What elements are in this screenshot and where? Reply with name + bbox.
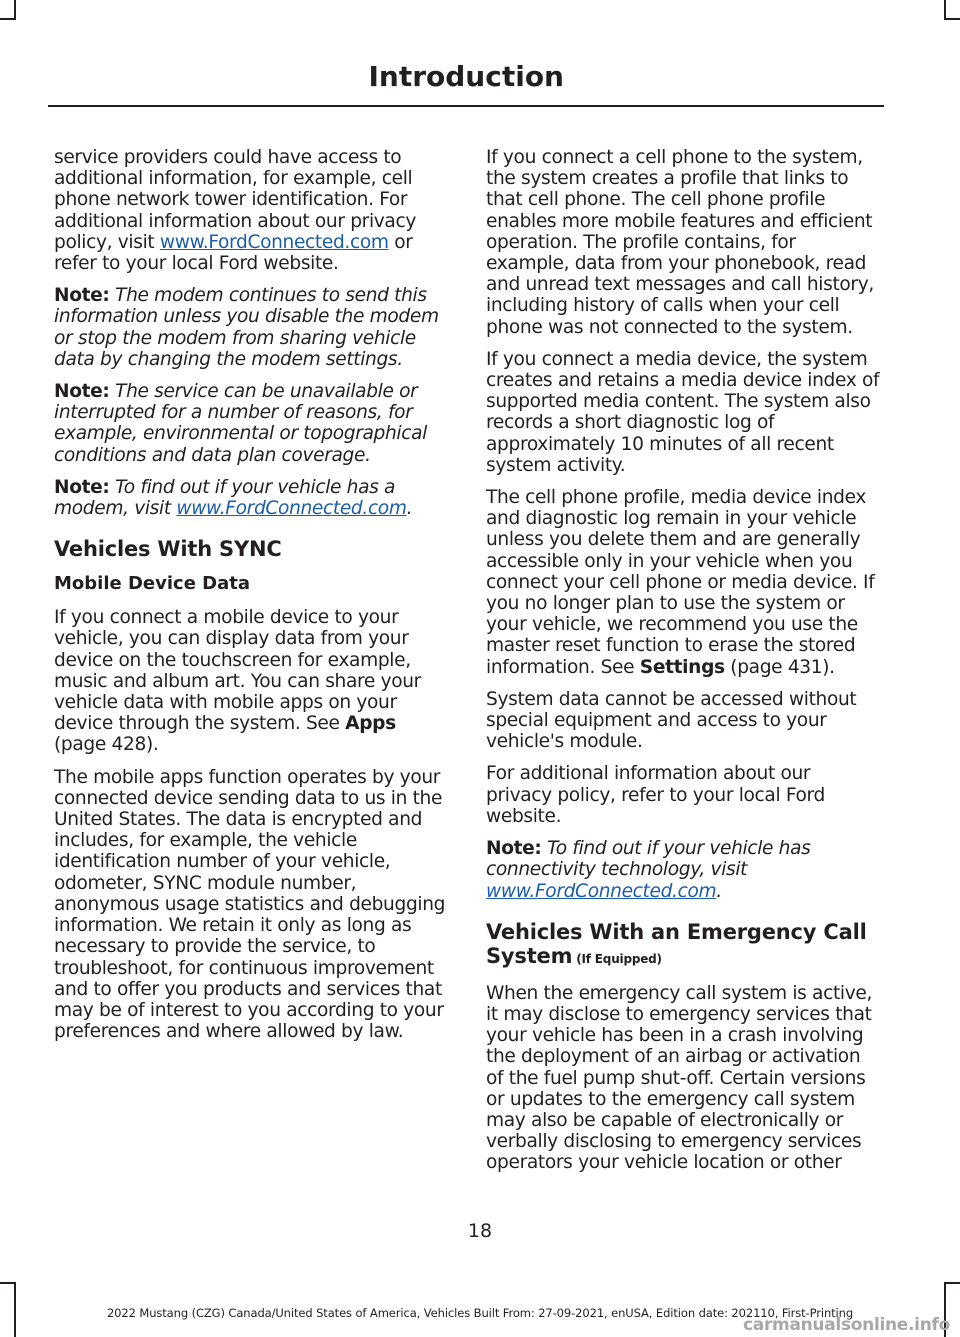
note-label: Note: bbox=[54, 381, 110, 403]
crop-mark-bottom-right-h bbox=[944, 1282, 960, 1284]
fordconnected-link[interactable]: www.FordConnected.com bbox=[159, 231, 389, 253]
header-rule bbox=[48, 105, 884, 107]
section-heading-sync: Vehicles With SYNC bbox=[54, 537, 282, 562]
crop-mark-top-left-v bbox=[14, 0, 16, 20]
crop-mark-top-right-h bbox=[944, 18, 960, 20]
note-label: Note: bbox=[54, 476, 110, 498]
left-column bbox=[54, 147, 446, 1053]
note: Note: The service can be unavailable or interrupted for a number of reasons, for example, environmental or topographical conditions and data plan coverage. bbox=[54, 381, 427, 466]
settings-reference[interactable]: Settings bbox=[639, 656, 725, 678]
apps-reference[interactable]: Apps bbox=[345, 713, 396, 735]
note: Note: The modem continues to send this information unless you disable the modem or stop the modem from sharing vehicle data by changing the modem settings. bbox=[54, 285, 439, 370]
fordconnected-link[interactable]: www.FordConnected.com bbox=[176, 498, 407, 520]
paragraph: If you connect a media device, the system creates and retains a media device index of supported media content. The system also records a short diagnostic log of approximately 10 minutes of all recent system activity. bbox=[486, 348, 880, 476]
subheading-mobile-device-data: Mobile Device Data bbox=[54, 573, 251, 595]
section-heading-emergency-call: Vehicles With an Emergency Call System (If Equipped) bbox=[486, 919, 867, 968]
fordconnected-link[interactable]: www.FordConnected.com bbox=[486, 880, 717, 902]
page-number: 18 bbox=[467, 1220, 493, 1242]
if-equipped-label: (If Equipped) bbox=[572, 951, 662, 966]
paragraph: If you connect a cell phone to the system, the system creates a profile that links to that cell phone. The cell phone profile enables more mobile features and efficient operation. The profile contains, for example, data from your phonebook, read and unread text messages and call history, including history of calls when your cell phone was not connected to the system. bbox=[486, 147, 874, 338]
footer-edition-info: 2022 Mustang (CZG) Canada/United States of America, Vehicles Built From: 27-09-2021, enUSA, Edition date: 202110, First-Printing bbox=[106, 1306, 854, 1320]
right-column bbox=[486, 147, 880, 1185]
crop-mark-top-right-v bbox=[944, 0, 946, 20]
paragraph: service providers could have access to additional information, for example, cell phone network tower identification. For additional information about our privacy policy, visit www.FordConnected.com or refer to your local Ford website. bbox=[54, 147, 416, 275]
note-label: Note: bbox=[486, 838, 542, 860]
paragraph: When the emergency call system is active, it may disclose to emergency services that your vehicle has been in a crash involving the deployment of an airbag or activation of the fuel pump shut-off. Certain versions or updates to the emergency call system may also be capable of electronically or verbally disclosing to emergency services operators your vehicle location or other bbox=[486, 982, 873, 1174]
note: Note: To find out if your vehicle has connectivity technology, visit www.FordConnected.com. bbox=[486, 838, 811, 902]
paragraph: If you connect a mobile device to your vehicle, you can display data from your device on the touchscreen for example, music and album art. You can share your vehicle data with mobile apps on your device through the system. See Apps (page 428). bbox=[54, 607, 421, 756]
paragraph: The mobile apps function operates by your connected device sending data to us in the United States. The data is encrypted and includes, for example, the vehicle identification number of your vehicle, odometer, SYNC module number, anonymous usage statistics and debugging information. We retain it only as long as necessary to provide the service, to troubleshoot, for continuous improvement and to offer you products and services that may be of interest to you according to your preferences and where allowed by law. bbox=[54, 766, 446, 1043]
crop-mark-bottom-left-h bbox=[0, 1282, 16, 1284]
note: Note: To find out if your vehicle has a modem, visit www.FordConnected.com. bbox=[54, 476, 413, 520]
paragraph: The cell phone profile, media device index and diagnostic log remain in your vehicle unless you delete them and are generally accessible only in your vehicle when you connect your cell phone or media device. If you no longer plan to use the system or your vehicle, we recommend you use the master reset function to erase the stored information. See Settings (page 431). bbox=[486, 487, 875, 678]
page-title: Introduction bbox=[368, 60, 564, 93]
paragraph: For additional information about our privacy policy, refer to your local Ford website. bbox=[486, 763, 825, 827]
crop-mark-top-left-h bbox=[0, 18, 16, 20]
watermark: carmanualsonline.info bbox=[743, 1315, 950, 1335]
note-label: Note: bbox=[54, 285, 110, 307]
paragraph: System data cannot be accessed without special equipment and access to your vehicle's module. bbox=[486, 688, 857, 753]
